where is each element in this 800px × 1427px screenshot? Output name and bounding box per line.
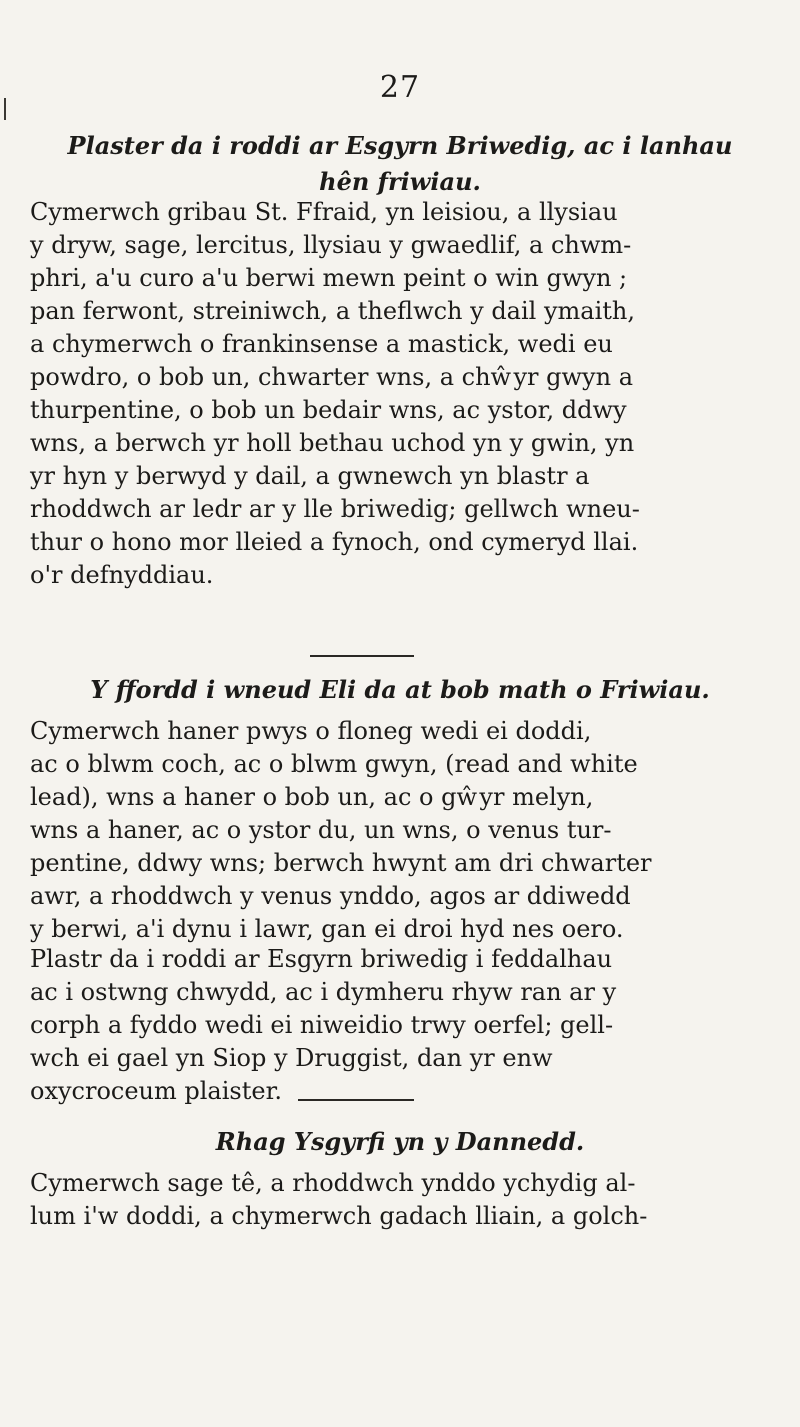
text-line: wns a haner, ac o ystor du, un wns, o venus tur- xyxy=(30,816,612,844)
heading-line: Plaster da i roddi ar Esgyrn Briwedig, ac i lanhau xyxy=(67,131,733,160)
text-line: phri, a'u curo a'u berwi mewn peint o win gwyn ; xyxy=(30,264,628,292)
text-line: wns, a berwch yr holl bethau uchod yn y gwin, yn xyxy=(30,429,635,457)
text-line: rhoddwch ar ledr ar y lle briwedig; gellwch wneu- xyxy=(30,495,640,523)
text-line: powdro, o bob un, chwarter wns, a chŵyr gwyn a xyxy=(30,363,633,391)
text-line: ac o blwm coch, ac o blwm gwyn, (read and white xyxy=(30,750,638,778)
section-divider xyxy=(298,1099,414,1101)
paragraph-plaster-recipe xyxy=(30,196,770,592)
text-line: corph a fyddo wedi ei niweidio trwy oerfel; gell- xyxy=(30,1011,614,1039)
section-heading-plaster xyxy=(30,128,770,200)
section-divider xyxy=(310,655,414,657)
page-number: 27 xyxy=(379,70,421,105)
text-line: Cymerwch gribau St. Ffraid, yn leisiou, a llysiau xyxy=(30,198,618,226)
heading-line: Y ffordd i wneud Eli da at bob math o Friwiau. xyxy=(90,675,710,704)
text-line: o'r defnyddiau. xyxy=(30,561,214,589)
paragraph-plastr xyxy=(30,943,770,1108)
text-line: Plastr da i roddi ar Esgyrn briwedig i feddalhau xyxy=(30,945,613,973)
text-line: thur o hono mor lleied a fynoch, ond cymeryd llai. xyxy=(30,528,639,556)
text-line: thurpentine, o bob un bedair wns, ac ystor, ddwy xyxy=(30,396,627,424)
text-line: awr, a rhoddwch y venus ynddo, agos ar ddiwedd xyxy=(30,882,631,910)
text-line: wch ei gael yn Siop y Druggist, dan yr enw xyxy=(30,1044,553,1072)
paragraph-eli-recipe xyxy=(30,715,770,946)
text-line: y dryw, sage, lercitus, llysiau y gwaedlif, a chwm- xyxy=(30,231,632,259)
paragraph-ysgyrfi-recipe xyxy=(30,1167,770,1233)
heading-line: hên friwiau. xyxy=(319,167,481,196)
text-line: yr hyn y berwyd y dail, a gwnewch yn blastr a xyxy=(30,462,590,490)
heading-line: Rhag Ysgyrfi yn y Dannedd. xyxy=(215,1127,585,1156)
text-line: a chymerwch o frankinsense a mastick, wedi eu xyxy=(30,330,613,358)
text-line: Cymerwch sage tê, a rhoddwch ynddo ychydig al- xyxy=(30,1169,636,1197)
text-line: y berwi, a'i dynu i lawr, gan ei droi hyd nes oero. xyxy=(30,915,624,943)
text-line: Cymerwch haner pwys o floneg wedi ei doddi, xyxy=(30,717,592,745)
text-line: pan ferwont, streiniwch, a theflwch y dail ymaith, xyxy=(30,297,636,325)
text-line: pentine, ddwy wns; berwch hwynt am dri chwarter xyxy=(30,849,652,877)
section-heading-ysgyrfi xyxy=(30,1124,770,1160)
text-line: oxycroceum plaister. xyxy=(30,1077,283,1105)
text-line: ac i ostwng chwydd, ac i dymheru rhyw ran ar y xyxy=(30,978,617,1006)
section-heading-eli xyxy=(30,672,770,708)
text-line: lum i'w doddi, a chymerwch gadach lliain, a golch- xyxy=(30,1202,648,1230)
text-line: lead), wns a haner o bob un, ac o gŵyr melyn, xyxy=(30,783,594,811)
